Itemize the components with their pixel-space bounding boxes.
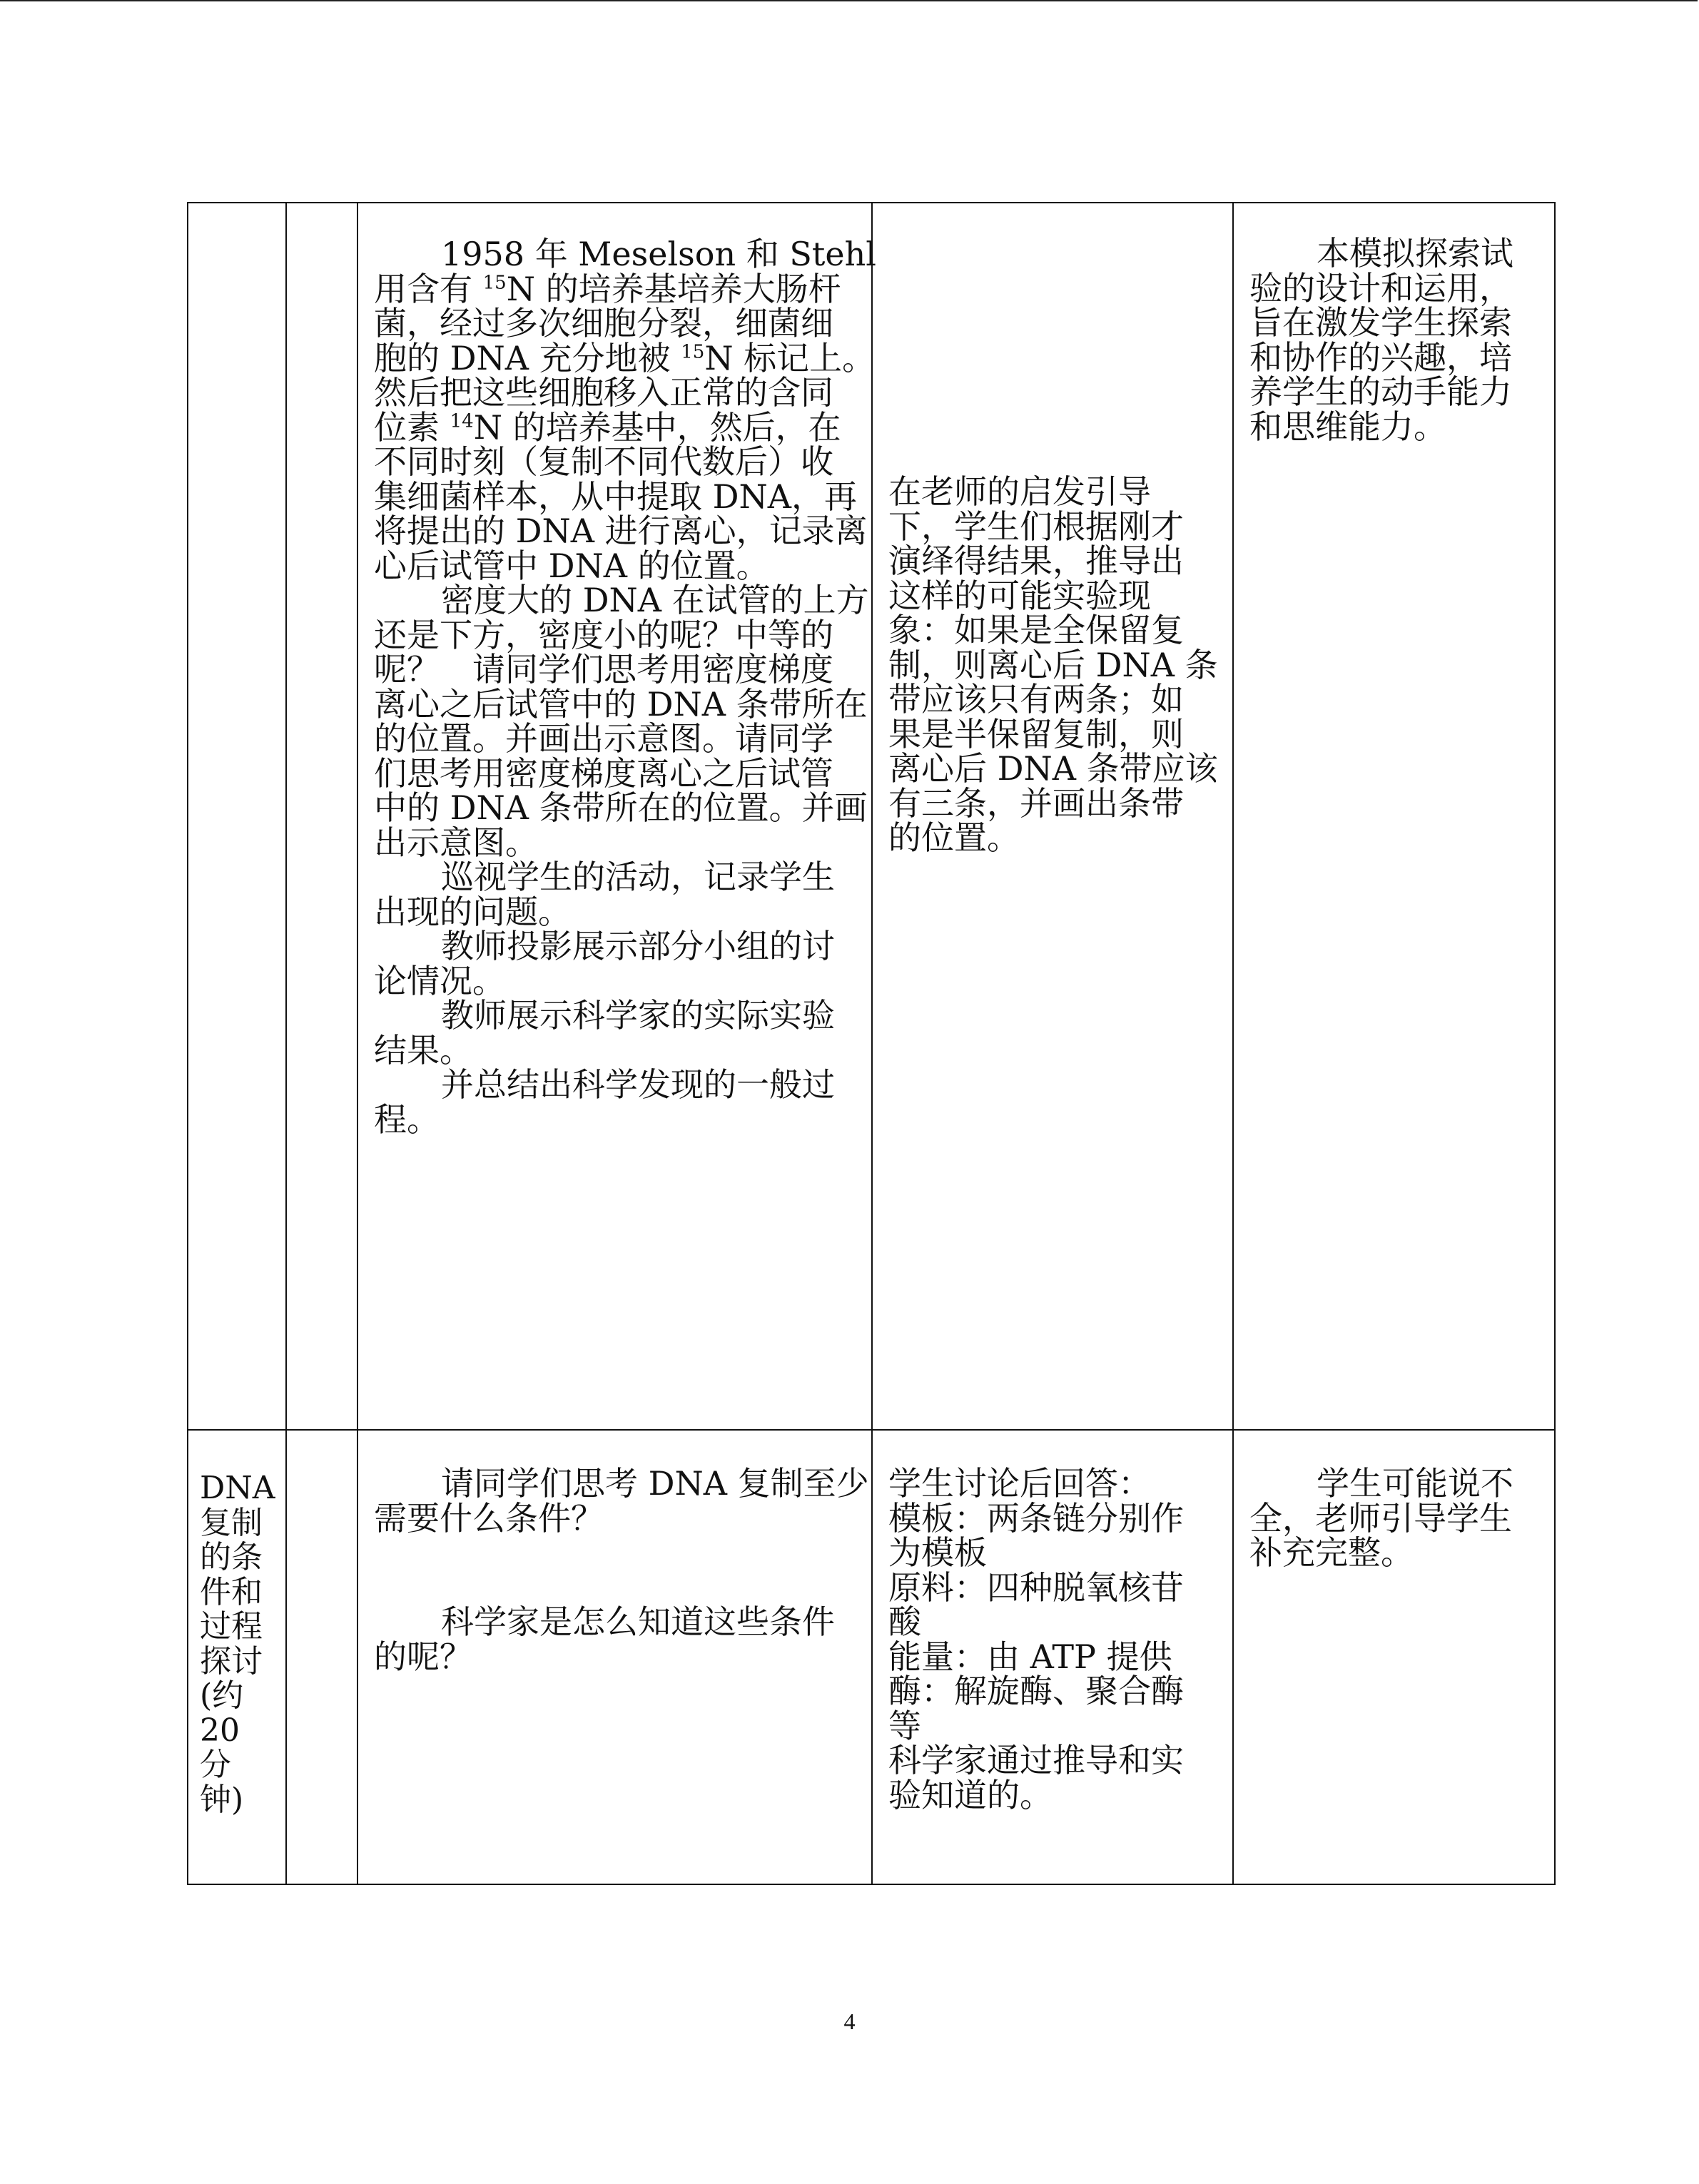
text-line: 和思维能力。 [1249,407,1446,446]
text-line: 请同学们思考 DNA 复制至少 [441,1464,869,1503]
text-line: DNA [200,1470,275,1506]
text-line: 验的设计和运用， [1249,268,1512,308]
text-line: 们思考用密度梯度离心之后试管 [374,753,833,793]
text-line: 过程 [200,1608,263,1645]
text-line: 这样的可能实验现 [888,576,1151,615]
text-line: 教师投影展示部分小组的讨 [441,927,835,965]
text-line: 复制 [200,1504,263,1541]
text-line: 件和 [200,1573,263,1610]
text-line: 的位置。并画出示意图。请同学 [374,719,833,758]
teacher-activity-cell [357,203,876,1430]
text-line: 的呢？ [374,1637,472,1676]
text-line: 科学家是怎么知道这些条件 [441,1603,835,1641]
text-line: 的位置。 [888,818,1020,857]
text-line: 位素 $^{14}$N 的培养基中，然后，在 [374,407,841,447]
text-line: 的条 [200,1539,263,1575]
segment-cell [188,203,286,1430]
text-line: 集细菌样本，从中提取 DNA，再 [374,477,857,516]
text-line: 全，老师引导学生 [1249,1498,1512,1538]
text-line: 密度大的 DNA 在试管的上方 [441,581,869,619]
text-line: 和协作的兴趣，培 [1249,337,1512,377]
design-intent-cell [1233,203,1555,1430]
text-line: 钟) [200,1781,244,1818]
text-line: (约 [200,1677,244,1714]
extra-cell [286,1430,357,1884]
text-line: 1958 年 Meselson 和 Stehl [441,235,876,273]
text-line: 不同时刻（复制不同代数后）收 [374,442,833,481]
text-line: 本模拟探索试 [1317,234,1513,273]
teacher-activity-cell [357,1430,872,1884]
text-line: 酸 [888,1603,921,1641]
text-line: 然后把这些细胞移入正常的含同 [374,373,833,412]
text-line: 带应该只有两条；如 [888,680,1184,718]
text-line: 演绎得结果，推导出 [888,542,1184,580]
text-line: 出示意图。 [374,823,538,862]
text-line: 胞的 DNA 充分地被 $^{15}$N 标记上。 [374,338,876,377]
text-line: 离心之后试管中的 DNA 条带所在 [374,684,868,723]
text-line: 在老师的启发引导 [888,472,1151,511]
text-line: 补充完整。 [1249,1533,1414,1572]
table-row [188,203,1555,1430]
text-line: 制，则离心后 DNA 条 [888,645,1218,684]
text-line: 等 [888,1706,921,1745]
text-line: 20 [200,1712,240,1749]
design-intent-cell [1233,1430,1555,1884]
text-line: 下，学生们根据刚才 [888,507,1184,546]
text-line: 并总结出科学发现的一般过 [441,1065,835,1104]
text-line: 学生讨论后回答： [888,1464,1151,1503]
text-line: 养学生的动手能力 [1249,372,1512,411]
text-line: 科学家通过推导和实 [888,1741,1184,1779]
text-line: 验知道的。 [888,1775,1053,1814]
text-line: 巡视学生的活动，记录学生 [441,858,835,896]
segment-cell [188,1430,286,1884]
text-line: 需要什么条件？ [374,1498,604,1538]
text-line: 分 [200,1747,231,1783]
text-line: 结果。 [374,1030,472,1070]
text-line: 酶：解旋酶、聚合酶 [888,1672,1184,1710]
text-line: 用含有 $^{15}$N 的培养基培养大肠杆 [374,269,841,308]
text-line: 原料：四种脱氧核苷 [888,1568,1184,1607]
text-line [374,1570,871,1605]
text-line: 心后试管中 DNA 的位置。 [374,546,769,585]
page-top-edge [0,0,1698,1]
text-line: 呢？ 请同学们思考用密度梯度 [374,650,833,689]
student-activity-cell [872,203,1233,1430]
text-line: 果是半保留复制，则 [888,714,1184,753]
text-line: 模板：两条链分别作 [888,1498,1184,1538]
text-line: 教师展示科学家的实际实验 [441,996,835,1035]
text-line: 探讨 [200,1642,263,1680]
page-number: 4 [843,2008,856,2034]
text-line: 象：如果是全保留复 [888,611,1184,649]
text-line: 将提出的 DNA 进行离心，记录离 [374,512,868,550]
extra-cell [286,203,357,1430]
table-row [188,1430,1555,1884]
text-line: 有三条，并画出条带 [888,783,1184,823]
text-line: 能量：由 ATP 提供 [888,1637,1172,1676]
text-line [374,1535,871,1570]
text-line: 论情况。 [374,961,505,1000]
text-line: 还是下方，密度小的呢？中等的 [374,615,833,654]
text-line: 出现的问题。 [374,892,571,931]
text-line: 学生可能说不 [1317,1464,1513,1503]
text-line: 中的 DNA 条带所在的位置。并画 [374,788,868,827]
lesson-plan-table [187,202,1556,1885]
student-activity-cell [872,1430,1233,1884]
text-line: 程。 [374,1099,440,1139]
text-line: 为模板 [888,1533,987,1572]
text-line: 旨在激发学生探索 [1249,303,1512,342]
text-line: 菌，经过多次细胞分裂，细菌细 [374,304,833,342]
text-line: 离心后 DNA 条带应该 [888,749,1218,788]
